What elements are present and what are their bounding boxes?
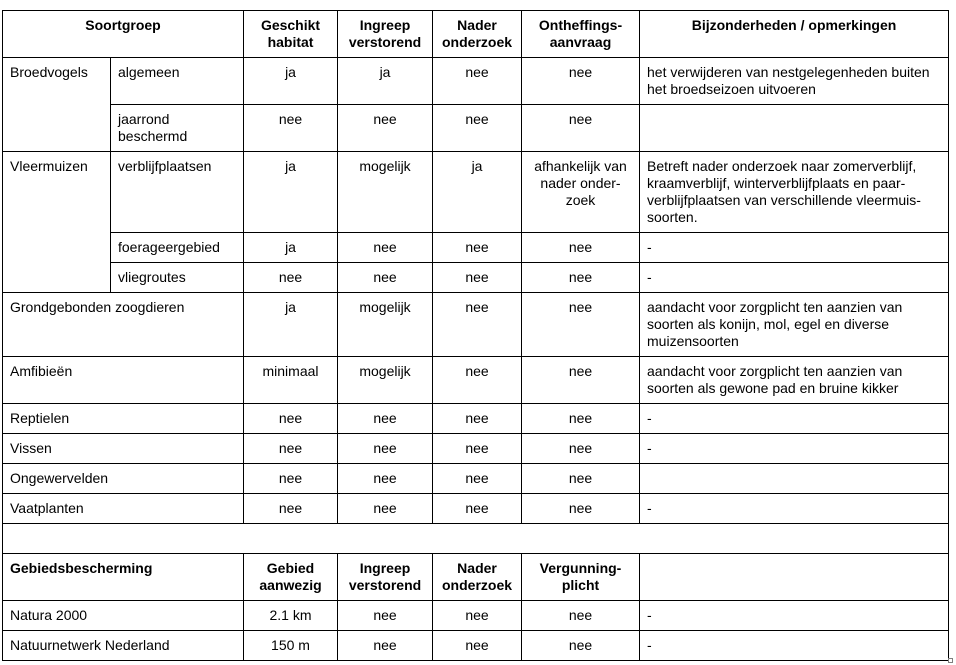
table-row (3, 263, 949, 293)
exemption-cell: nee (522, 105, 640, 152)
research-cell: nee (433, 58, 522, 105)
table-row (3, 434, 949, 464)
exemption-cell: nee (522, 357, 640, 404)
table-row (3, 464, 949, 494)
header-ingreep: Ingreep verstorend (338, 11, 433, 58)
habitat-cell: minimaal (244, 357, 338, 404)
table-row (3, 152, 949, 233)
group-cell: Vaatplanten (3, 494, 244, 524)
spacer-cell (3, 524, 949, 554)
permit-cell: nee (522, 631, 640, 661)
habitat-cell: nee (244, 494, 338, 524)
research-cell: nee (433, 105, 522, 152)
header-ontheffing: Ontheffings-aanvraag (522, 11, 640, 58)
area-header-row (3, 554, 949, 601)
research-cell: nee (433, 404, 522, 434)
subgroup-cell: verblijfplaatsen (111, 152, 244, 233)
habitat-cell: ja (244, 152, 338, 233)
table-row (3, 58, 949, 105)
impact-cell: nee (338, 404, 433, 434)
impact-cell: nee (338, 263, 433, 293)
remarks-cell: Betreft nader onderzoek naar zomerverblijf, kraamverblijf, winterverblijfplaats en paar-verblijfplaatsen van verschillende vleermuis-soorten. (640, 152, 949, 233)
exemption-cell: nee (522, 58, 640, 105)
habitat-cell: nee (244, 434, 338, 464)
impact-cell: nee (338, 233, 433, 263)
header-opmerkingen: Bijzonderheden / opmerkingen (640, 11, 949, 58)
exemption-cell: nee (522, 404, 640, 434)
subgroup-cell: jaarrond beschermd (111, 105, 244, 152)
table-row (3, 105, 949, 152)
remarks-cell: - (640, 404, 949, 434)
habitat-cell: ja (244, 293, 338, 357)
area-cell: Natuurnetwerk Nederland (3, 631, 244, 661)
research-cell: ja (433, 152, 522, 233)
header-vergunningplicht: Vergunning-plicht (522, 554, 640, 601)
remarks-cell: aandacht voor zorgplicht ten aanzien van soorten als gewone pad en bruine kikker (640, 357, 949, 404)
group-cell: Vissen (3, 434, 244, 464)
header-gebied-aanwezig: Gebied aanwezig (244, 554, 338, 601)
table-row (3, 357, 949, 404)
resize-handle-icon[interactable] (948, 658, 953, 663)
remarks-cell: - (640, 233, 949, 263)
habitat-cell: ja (244, 233, 338, 263)
research-cell: nee (433, 263, 522, 293)
group-cell: Ongewervelden (3, 464, 244, 494)
remarks-cell: het verwijderen van nestgelegenheden buiten het broedseizoen uitvoeren (640, 58, 949, 105)
group-cell: Grondgebonden zoogdieren (3, 293, 244, 357)
impact-cell: nee (338, 601, 433, 631)
remarks-cell: - (640, 263, 949, 293)
habitat-cell: nee (244, 404, 338, 434)
remarks-cell: aandacht voor zorgplicht ten aanzien van soorten als konijn, mol, egel en diverse muizensoorten (640, 293, 949, 357)
remarks-cell: - (640, 494, 949, 524)
subgroup-cell: algemeen (111, 58, 244, 105)
table-row (3, 404, 949, 434)
header-gebiedsbescherming: Gebiedsbescherming (3, 554, 244, 601)
research-cell: nee (433, 434, 522, 464)
research-cell: nee (433, 631, 522, 661)
header-onderzoek: Nader onderzoek (433, 554, 522, 601)
remarks-cell: - (640, 601, 949, 631)
habitat-cell: ja (244, 58, 338, 105)
exemption-cell: nee (522, 464, 640, 494)
impact-cell: nee (338, 494, 433, 524)
remarks-cell: - (640, 631, 949, 661)
group-cell: Reptielen (3, 404, 244, 434)
subgroup-cell: foerageergebied (111, 233, 244, 263)
group-cell: Amfibieën (3, 357, 244, 404)
exemption-cell: nee (522, 494, 640, 524)
impact-cell: ja (338, 58, 433, 105)
habitat-cell: nee (244, 263, 338, 293)
research-cell: nee (433, 494, 522, 524)
research-cell: nee (433, 293, 522, 357)
impact-cell: mogelijk (338, 357, 433, 404)
remarks-cell: - (640, 434, 949, 464)
exemption-cell: nee (522, 293, 640, 357)
header-habitat: Geschikt habitat (244, 11, 338, 58)
habitat-cell: nee (244, 105, 338, 152)
header-soortgroep: Soortgroep (3, 11, 244, 58)
exemption-cell: nee (522, 263, 640, 293)
research-cell: nee (433, 464, 522, 494)
table-row (3, 233, 949, 263)
table-row (3, 293, 949, 357)
group-cell: Broedvogels (3, 58, 111, 152)
exemption-cell: afhankelijk van nader onder-zoek (522, 152, 640, 233)
impact-cell: mogelijk (338, 152, 433, 233)
research-cell: nee (433, 357, 522, 404)
spacer-row (3, 524, 949, 554)
header-ingreep: Ingreep verstorend (338, 554, 433, 601)
area-cell: Natura 2000 (3, 601, 244, 631)
impact-cell: nee (338, 631, 433, 661)
present-cell: 2.1 km (244, 601, 338, 631)
remarks-cell (640, 105, 949, 152)
impact-cell: nee (338, 464, 433, 494)
header-row (3, 11, 949, 58)
table-row (3, 494, 949, 524)
exemption-cell: nee (522, 233, 640, 263)
table-row (3, 601, 949, 631)
impact-cell: mogelijk (338, 293, 433, 357)
subgroup-cell: vliegroutes (111, 263, 244, 293)
habitat-cell: nee (244, 464, 338, 494)
impact-cell: nee (338, 434, 433, 464)
research-cell: nee (433, 233, 522, 263)
header-empty (640, 554, 949, 601)
exemption-cell: nee (522, 434, 640, 464)
impact-cell: nee (338, 105, 433, 152)
research-cell: nee (433, 601, 522, 631)
permit-cell: nee (522, 601, 640, 631)
table-row (3, 631, 949, 661)
header-onderzoek: Nader onderzoek (433, 11, 522, 58)
remarks-cell (640, 464, 949, 494)
group-cell: Vleermuizen (3, 152, 111, 293)
species-table (2, 10, 949, 661)
present-cell: 150 m (244, 631, 338, 661)
